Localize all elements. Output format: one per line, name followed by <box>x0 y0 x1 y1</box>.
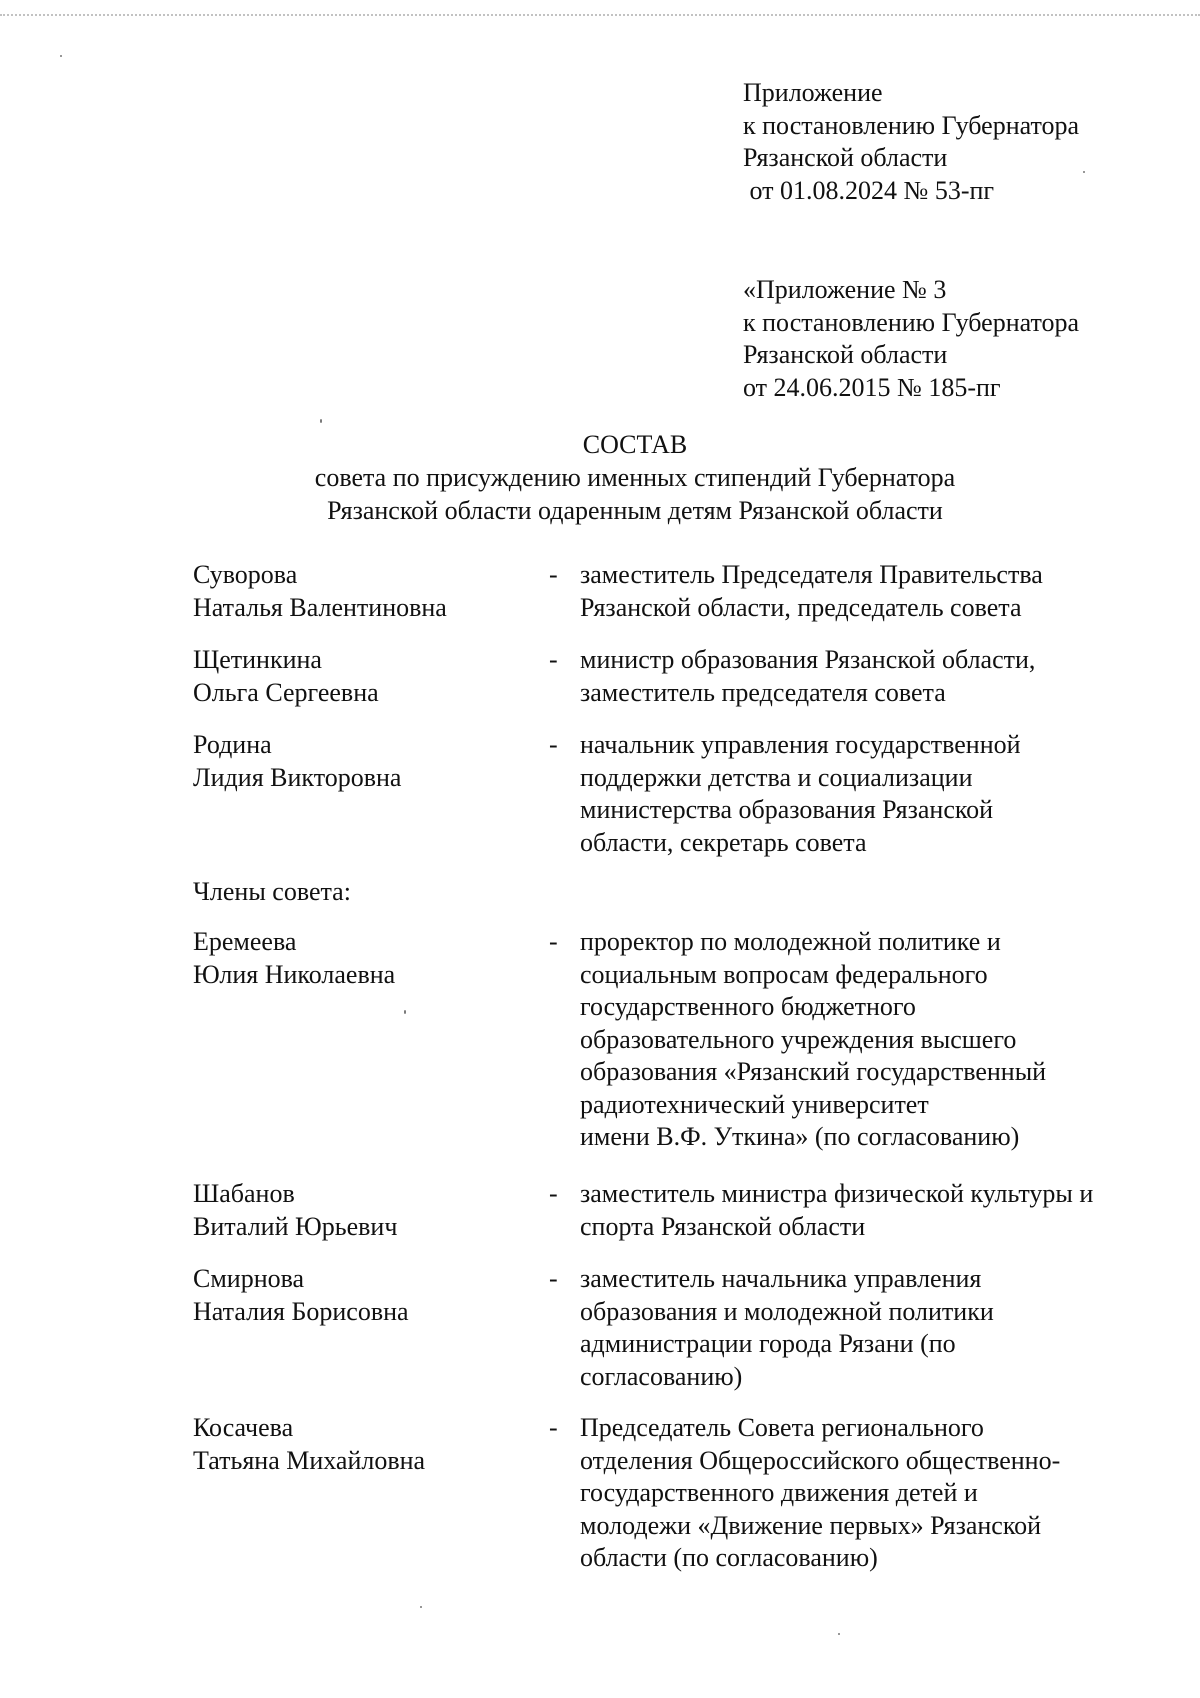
appendix-line: к постановлению Губернатора <box>743 110 1080 140</box>
role-line: согласованию) <box>580 1361 743 1391</box>
role-line: молодежи «Движение первых» Рязанской <box>580 1510 1042 1540</box>
role-line: заместитель председателя совета <box>580 677 946 707</box>
prior-appendix-line: к постановлению Губернатора <box>743 307 1080 337</box>
member-given-name: Ольга Сергеевна <box>193 677 379 707</box>
member-given-name: Лидия Викторовна <box>193 762 402 792</box>
separator-dash: - <box>549 1264 558 1293</box>
member-name <box>193 926 523 991</box>
prior-appendix-block <box>743 274 1079 404</box>
member-name <box>193 644 523 709</box>
member-role <box>580 1412 1180 1575</box>
subtitle-line: совета по присуждению именных стипендий Губернатора <box>314 463 956 492</box>
role-line: образовательного учреждения высшего <box>580 1024 1017 1054</box>
member-role <box>580 644 1180 709</box>
role-line: области, секретарь совета <box>580 827 867 857</box>
role-line: министерства образования Рязанской <box>580 795 994 824</box>
member-given-name: Наталья Валентиновна <box>193 592 447 622</box>
document-subtitle <box>0 462 1200 527</box>
prior-appendix-line: Рязанской области <box>743 340 948 369</box>
separator-dash: - <box>549 730 558 759</box>
role-line: заместитель министра физической культуры и <box>580 1179 1094 1208</box>
appendix-block <box>743 77 1079 207</box>
role-line: заместитель Председателя Правительства <box>580 560 1043 589</box>
role-line: проректор по молодежной политике и <box>580 927 1001 956</box>
role-line: государственного движения детей и <box>580 1478 978 1507</box>
role-line: заместитель начальника управления <box>580 1264 982 1293</box>
member-given-name: Наталия Борисовна <box>193 1296 409 1326</box>
members-heading: Члены совета: <box>193 877 351 906</box>
separator-dash: - <box>549 927 558 956</box>
appendix-line: от 01.08.2024 № 53-пг <box>743 175 995 205</box>
member-surname: Суворова <box>193 560 298 589</box>
role-line: социальным вопросам федерального <box>580 959 988 989</box>
prior-appendix-line: «Приложение № 3 <box>743 275 947 304</box>
member-given-name: Татьяна Михайловна <box>193 1445 426 1475</box>
role-line: отделения Общероссийского общественно- <box>580 1445 1061 1475</box>
member-name <box>193 559 523 624</box>
member-role <box>580 729 1180 859</box>
separator-dash: - <box>549 1179 558 1208</box>
scan-speck <box>320 419 322 423</box>
member-surname: Косачева <box>193 1413 294 1442</box>
appendix-line: Рязанской области <box>743 143 948 172</box>
role-line: администрации города Рязани (по <box>580 1329 956 1358</box>
role-line: радиотехнический университет <box>580 1089 929 1119</box>
role-line: поддержки детства и социализации <box>580 762 973 792</box>
scan-speck <box>420 1606 422 1608</box>
role-line: государственного бюджетного <box>580 992 916 1021</box>
member-name <box>193 1178 523 1243</box>
member-name <box>193 1263 523 1328</box>
member-role <box>580 926 1180 1154</box>
member-surname: Щетинкина <box>193 645 322 674</box>
scan-edge-artifact <box>0 14 1200 20</box>
role-line: начальник управления государственной <box>580 730 1021 759</box>
member-surname: Родина <box>193 730 272 759</box>
member-role <box>580 559 1180 624</box>
member-given-name: Виталий Юрьевич <box>193 1211 398 1241</box>
role-line: имени В.Ф. Уткина» (по согласованию) <box>580 1122 1020 1151</box>
role-line: области (по согласованию) <box>580 1543 878 1572</box>
role-line: образования «Рязанский государственный <box>580 1057 1047 1086</box>
member-name <box>193 729 523 794</box>
member-given-name: Юлия Николаевна <box>193 959 396 989</box>
separator-dash: - <box>549 645 558 674</box>
prior-appendix-line: от 24.06.2015 № 185-пг <box>743 372 1001 402</box>
role-line: министр образования Рязанской области, <box>580 645 1036 674</box>
member-surname: Смирнова <box>193 1264 305 1293</box>
role-line: образования и молодежной политики <box>580 1296 994 1326</box>
scan-speck <box>404 1010 406 1014</box>
member-name <box>193 1412 523 1477</box>
document-title: СОСТАВ <box>582 430 688 459</box>
scan-speck <box>1083 171 1085 173</box>
separator-dash: - <box>549 1413 558 1442</box>
subtitle-line: Рязанской области одаренным детям Рязанской области <box>327 495 943 525</box>
role-line: Рязанской области, председатель совета <box>580 592 1022 622</box>
role-line: Председатель Совета регионального <box>580 1413 984 1442</box>
separator-dash: - <box>549 560 558 589</box>
member-surname: Еремеева <box>193 927 297 956</box>
scan-speck <box>838 1633 840 1635</box>
role-line: спорта Рязанской области <box>580 1211 866 1241</box>
member-role <box>580 1263 1180 1393</box>
scan-speck <box>60 55 62 57</box>
member-role <box>580 1178 1180 1243</box>
member-surname: Шабанов <box>193 1179 295 1208</box>
appendix-line: Приложение <box>743 78 883 107</box>
